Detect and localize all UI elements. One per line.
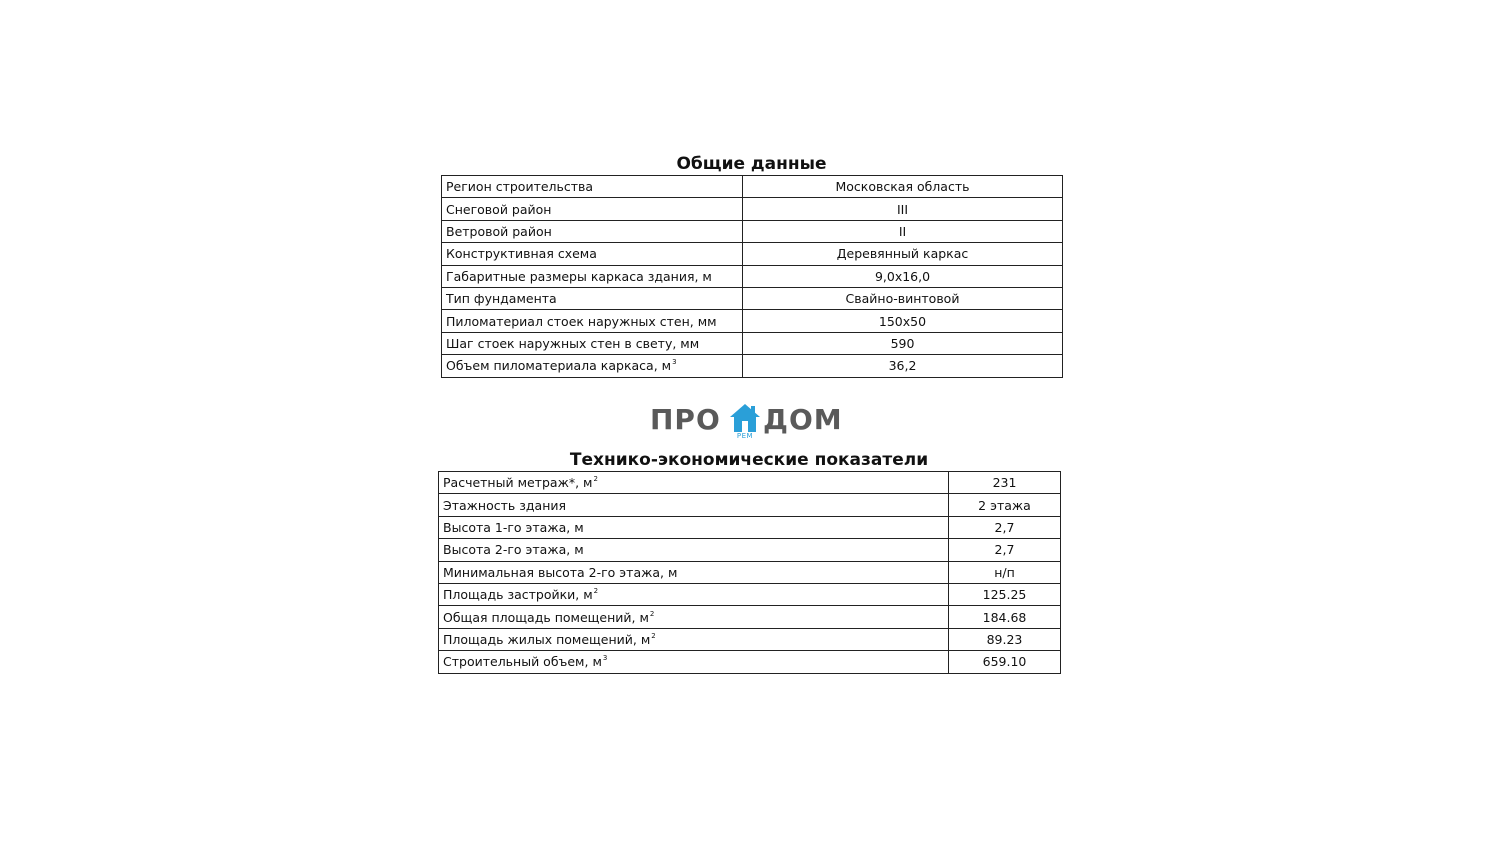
general-data-table [441,175,1063,378]
row-value: 184.68 [949,606,1061,628]
unit-superscript: 2 [593,475,598,484]
row-label: Конструктивная схема [446,246,597,262]
row-label: Площадь жилых помещений, м [443,631,651,647]
table-row [439,583,1061,605]
row-label: Тип фундамента [446,291,557,307]
table-row [439,539,1061,561]
row-label-cell [442,176,743,198]
unit-superscript: 2 [649,609,655,618]
table-row [439,516,1061,538]
table-row [442,220,1063,242]
row-value: 2,7 [949,516,1061,538]
row-label: Общая площадь помещений, м [443,609,649,625]
row-label-cell [442,243,743,265]
row-label-cell [439,606,949,628]
row-label: Этажность здания [443,497,567,513]
row-label-cell [439,561,949,583]
table-row [439,561,1061,583]
row-value: Свайно-винтовой [743,287,1063,309]
table-row [439,472,1061,494]
table-row [442,265,1063,287]
row-label-cell [439,494,949,516]
row-value: 2 этажа [949,494,1061,516]
row-value: 9,0x16,0 [743,265,1063,287]
row-label: Высота 1-го этажа, м [443,519,584,535]
row-label: Габаритные размеры каркаса здания, м [446,268,712,284]
row-label-cell [442,332,743,354]
unit-superscript: 2 [593,587,599,596]
row-value: III [743,198,1063,220]
tech-economic-title: Технико-экономические показатели [569,450,929,470]
row-label: Площадь застройки, м [443,587,593,603]
row-value: 590 [743,332,1063,354]
row-label: Строительный объем, м [443,654,602,670]
table-row [442,310,1063,332]
row-label-cell [439,628,949,650]
row-label-cell [439,539,949,561]
table-row [442,332,1063,354]
row-label: Высота 2-го этажа, м [443,542,584,558]
unit-superscript: 2 [651,631,656,640]
row-label-cell [442,310,743,332]
row-label-cell [442,265,743,287]
row-value: 231 [949,472,1061,494]
row-label-cell [442,355,743,377]
row-value: 89.23 [949,628,1061,650]
row-label: Шаг стоек наружных стен в свету, мм [446,335,700,351]
row-label: Расчетный метраж*, м [443,475,593,491]
row-label-cell [442,198,743,220]
row-label: Регион строительства [446,179,594,195]
row-label-cell [439,472,949,494]
house-icon [729,402,761,434]
row-value: 150x50 [743,310,1063,332]
logo-text-left: ПРО [650,403,721,436]
row-value: Деревянный каркас [743,243,1063,265]
row-value: 2,7 [949,539,1061,561]
table-row [442,198,1063,220]
row-value: II [743,220,1063,242]
row-label: Минимальная высота 2-го этажа, м [443,564,678,580]
unit-superscript: 3 [672,358,677,367]
row-value: 125.25 [949,583,1061,605]
logo-subtext: РЕМ [736,432,754,440]
row-label-cell [439,651,949,673]
table-row [439,628,1061,650]
row-label-cell [439,516,949,538]
table-row [442,243,1063,265]
row-label-cell [439,583,949,605]
table-row [442,355,1063,377]
row-value: 659.10 [949,651,1061,673]
prodom-logo [645,400,855,444]
row-label: Объем пиломатериала каркаса, м [446,358,672,374]
row-label-cell [442,220,743,242]
table-row [439,606,1061,628]
table-row [442,176,1063,198]
row-label: Пиломатериал стоек наружных стен, мм [446,313,717,329]
table-row [442,287,1063,309]
table-row [439,494,1061,516]
row-value: Московская область [743,176,1063,198]
tech-economic-table [438,471,1061,674]
row-label: Снеговой район [446,201,552,217]
unit-superscript: 3 [602,654,608,663]
row-value: 36,2 [743,355,1063,377]
general-data-title: Общие данные [676,154,827,174]
row-label-cell [442,287,743,309]
row-value: н/п [949,561,1061,583]
logo-text-right: ДОМ [763,403,843,436]
row-label: Ветровой район [446,223,552,239]
table-row [439,651,1061,673]
